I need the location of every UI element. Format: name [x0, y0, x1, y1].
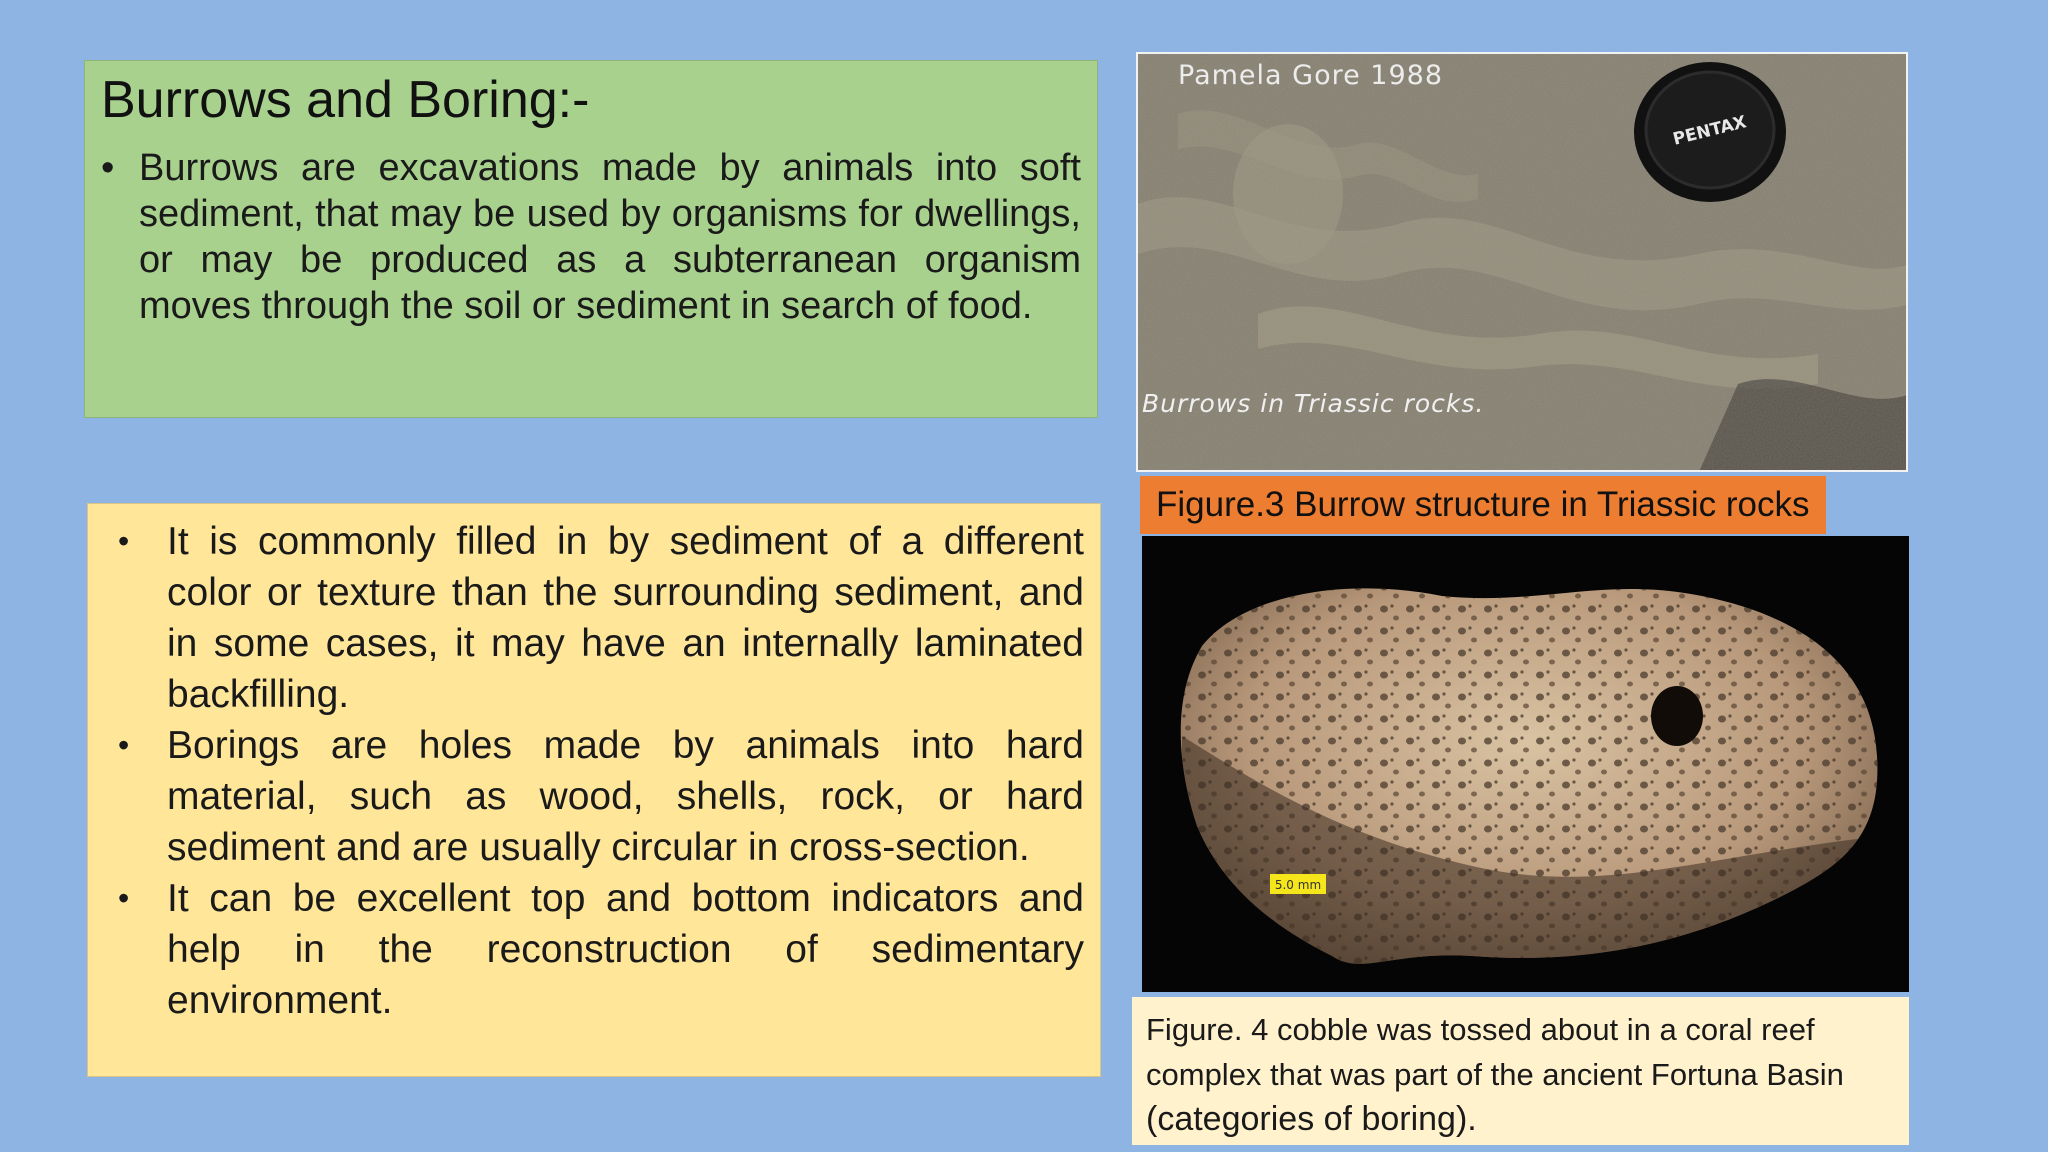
- borings-bullet-list: [104, 516, 1084, 1026]
- lens-cap-brand: PENTAX: [1671, 112, 1749, 150]
- bullet-indicators: • It can be excellent top and bottom indicators and help in the reconstruction of sedimentary environment.: [104, 873, 1084, 1026]
- borings-details-box: [87, 503, 1101, 1077]
- bullet-filled-sediment: • It is commonly filled in by sediment of a different color or texture than the surrounding sediment, and in some cases, it may have an internally laminated backfilling.: [104, 516, 1084, 720]
- burrows-bullet-list: [101, 145, 1081, 329]
- figure-4-caption-text: Figure. 4 cobble was tossed about in a coral reef complex that was part of the ancient Fortuna Basin: [1146, 1012, 1844, 1092]
- photo-label: Burrows in Triassic rocks.: [1142, 389, 1485, 418]
- cobble-illustration: [1142, 536, 1909, 992]
- slide-title: Burrows and Boring:-: [101, 71, 590, 129]
- burrow-photo: [1136, 52, 1908, 472]
- figure-4-caption: [1132, 997, 1909, 1145]
- lens-cap-icon: [1634, 62, 1786, 202]
- bullet-borings-definition: • Borings are holes made by animals into hard material, such as wood, shells, rock, or hard sediment and are usually circular in cross-section.: [104, 720, 1084, 873]
- burrow-rock-illustration: [1138, 54, 1908, 472]
- burrows-definition-box: [84, 60, 1098, 418]
- scale-label: 5.0 mm: [1274, 878, 1322, 892]
- figure-4-caption-suffix: (categories of boring).: [1146, 1100, 1477, 1138]
- cobble-photo: [1142, 536, 1909, 992]
- bullet-burrows-definition: • Burrows are excavations made by animals into soft sediment, that may be used by organisms for dwellings, or may be produced as a subterranean organism moves through the soil or sediment in search of food.: [101, 145, 1081, 329]
- photo-credit: Pamela Gore 1988: [1178, 60, 1444, 91]
- figure-3-caption: Figure.3 Burrow structure in Triassic rocks: [1140, 476, 1826, 534]
